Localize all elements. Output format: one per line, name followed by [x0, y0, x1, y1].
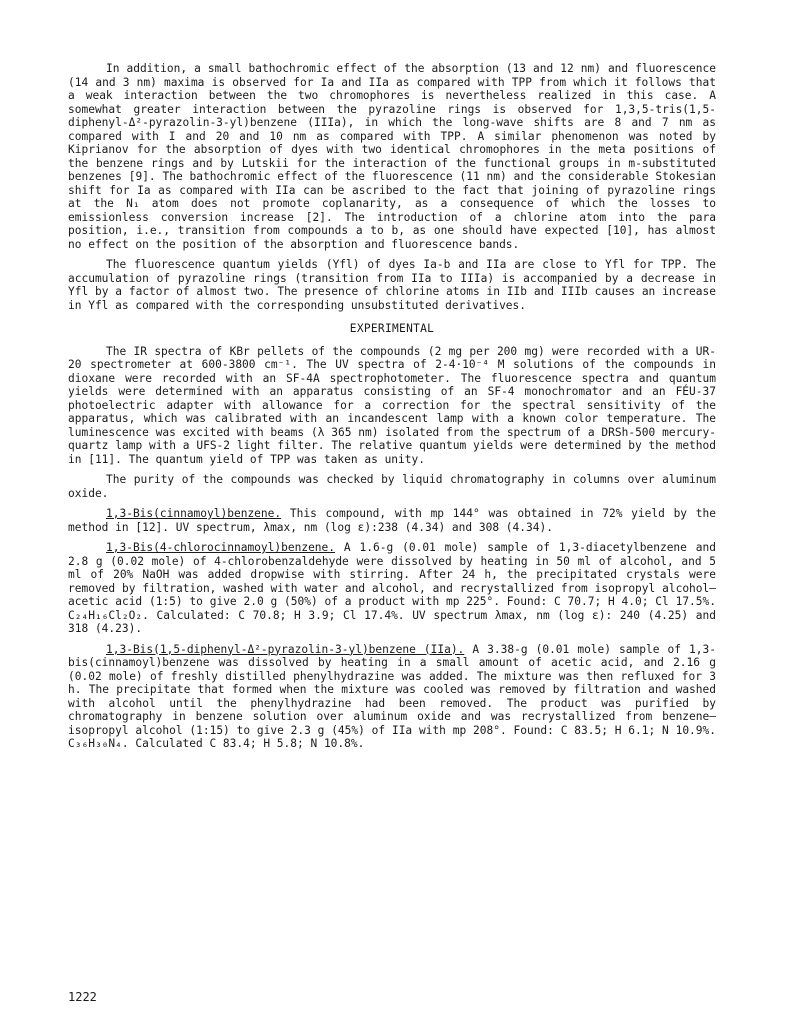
paragraph-purity: The purity of the compounds was checked by liquid chromatography in columns over aluminum oxide. — [68, 473, 716, 500]
paragraph-quantum-yields: The fluorescence quantum yields (Yfl) of dyes Ia-b and IIa are close to Yfl for TPP. The accumulation of pyrazoline rings (transition from IIa to IIIa) is accompanied by a decrease in Yfl by a factor of almost two. The presence of chlorine atoms in IIb and IIIb causes an increase in Yfl as compared with the corresponding unsubstituted derivatives. — [68, 258, 716, 312]
article-body — [68, 62, 716, 758]
compound-entry-bis-chlorocinnamoyl — [68, 541, 716, 636]
compound-text: This compound, with mp 144° was obtained in 72% yield by the method in [12]. UV spectrum, λmax, nm (log ε):238 (4.34) and 308 (4.34). — [68, 507, 716, 534]
page-number: 1222 — [68, 990, 97, 1004]
compound-text: A 3.38-g (0.01 mole) sample of 1,3-bis(cinnamoyl)benzene was dissolved by heating in a small amount of acetic acid, and 2.16 g (0.02 mole) of freshly distilled phenylhydrazine was added. The mixture was then refluxed for 3 h. The precipitate that formed when the mixture was cooled was removed by filtration and washed with alcohol until the phenylhydrazine had been removed. The product was purified by chromatography in benzene solution over aluminum oxide and was recrystallized from benzene—isopropyl alcohol (1:15) to give 2.3 g (45%) of IIa with mp 208°. Found: C 83.5; H 6.1; N 10.9%. C₃₆H₃₀N₄. Calculated C 83.4; H 5.8; N 10.8%. — [68, 642, 716, 750]
compound-entry-bis-pyrazolinyl — [68, 643, 716, 751]
section-heading-experimental: EXPERIMENTAL — [349, 322, 435, 335]
paragraph-methods: The IR spectra of KBr pellets of the compounds (2 mg per 200 mg) were recorded with a UR-20 spectrometer at 600-3800 cm⁻¹. The UV spectra of 2-4·10⁻⁴ M solutions of the compounds in dioxane were recorded with an SF-4A spectrophotometer. The fluorescence spectra and quantum yields were determined with an apparatus consisting of an SF-4 monochromator and an FÉU-37 photoelectric adapter with allowance for a correction for the spectral sensitivity of the apparatus, which was calibrated with an incandescent lamp with a known color temperature. The luminescence was excited with beams (λ 365 nm) isolated from the spectrum of a DRSh-500 mercury-quartz lamp with a UFS-2 light filter. The relative quantum yields were determined by the method in [11]. The quantum yield of TPP was taken as unity. — [68, 344, 716, 466]
compound-title: 1,3-Bis(4-chlorocinnamoyl)benzene. — [106, 541, 336, 554]
compound-title: 1,3-Bis(1,5-diphenyl-Δ²-pyrazolin-3-yl)benzene (IIa). — [106, 642, 465, 656]
compound-title: 1,3-Bis(cinnamoyl)benzene. — [106, 507, 282, 520]
compound-entry-bis-cinnamoyl — [68, 507, 716, 534]
paragraph-bathochromic-effect: In addition, a small bathochromic effect of the absorption (13 and 12 nm) and fluorescence (14 and 3 nm) maxima is observed for Ia and IIa as compared with TPP from which it follows that a weak interaction between the two chromophores is nevertheless realized in this case. A somewhat greater interaction between the pyrazoline rings is observed for 1,3,5-tris(1,5-diphenyl-Δ²-pyrazolin-3-yl)benzene (IIIa), in which the long-wave shifts are 8 and 7 nm as compared with I and 20 and 10 nm as compared with TPP. A similar phenomenon was noted by Kiprianov for the absorption of dyes with two identical chromophores in the meta positions of the benzene rings and by Lutskii for the interaction of the functional groups in m-substituted benzenes [9]. The bathochromic effect of the fluorescence (11 nm) and the considerable Stokesian shift for Ia as compared with IIa can be ascribed to the fact that joining of pyrazoline rings at the N₁ atom does not promote coplanarity, as a consequence of which the losses to emissionless conversion increase [2]. The introduction of a chlorine atom into the para position, i.e., transition from compounds a to b, as one should have expected [10], has almost no effect on the position of the absorption and fluorescence bands. — [68, 62, 716, 251]
compound-text: A 1.6-g (0.01 mole) sample of 1,3-diacetylbenzene and 2.8 g (0.02 mole) of 4-chlorobenzaldehyde were dissolved by heating in 50 ml of alcohol, and 5 ml of 20% NaOH was added dropwise with stirring. After 24 h, the precipitated crystals were removed by filtration, washed with water and alcohol, and recrystallized from isopropyl alcohol—acetic acid (1:5) to give 2.0 g (50%) of a product with mp 225°. Found: C 70.7; H 4.0; Cl 17.5%. C₂₄H₁₆Cl₂O₂. Calculated: C 70.8; H 3.9; Cl 17.4%. UV spectrum λmax, nm (log ε): 240 (4.25) and 318 (4.23). — [68, 541, 716, 635]
